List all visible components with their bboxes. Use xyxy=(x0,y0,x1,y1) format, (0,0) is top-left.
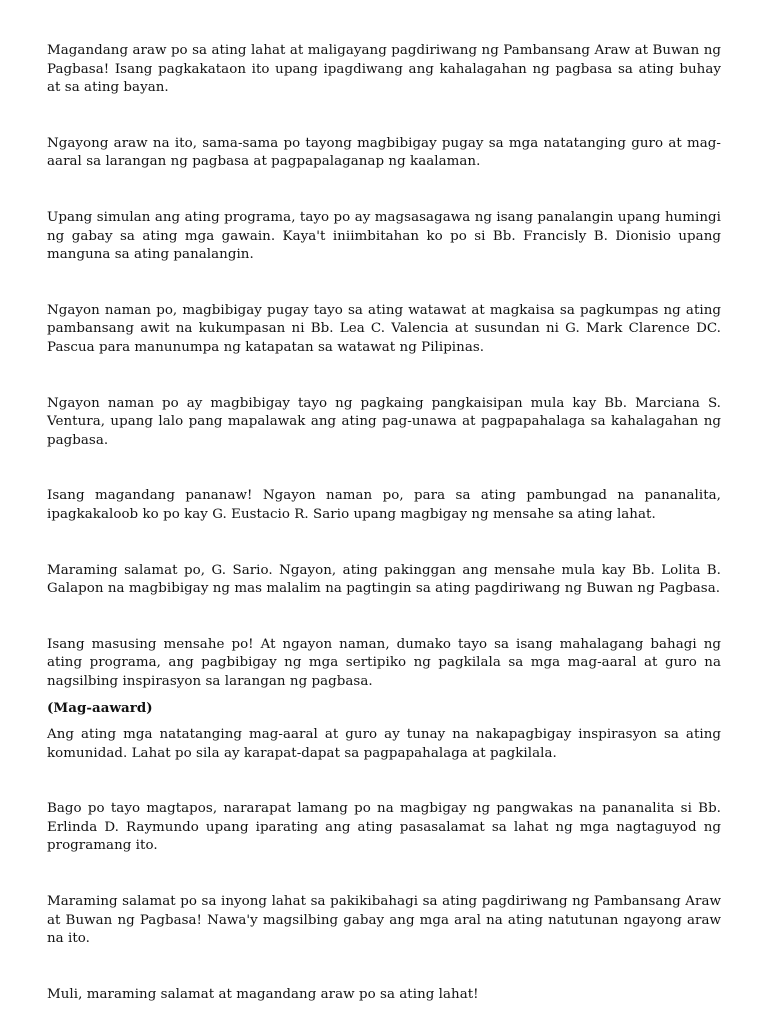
paragraph-closing-remarks: Bago po tayo magtapos, nararapat lamang po na magbigay ng pangwakas na pananalita si Bb. Erlinda D. Raymundo upang iparating ang ating pasasalamat sa lahat ng mga nagtaguyod ng programang ito. xyxy=(47,801,721,854)
paragraph-opening-remarks: Isang magandang pananaw! Ngayon naman po, para sa ating pambungad na pananalita, ipagkakaloob ko po kay G. Eustacio R. Sario upang magbigay ng mensahe sa ating lahat. xyxy=(47,488,721,522)
paragraph-food-for-thought: Ngayon naman po ay magbibigay tayo ng pagkaing pangkaisipan mula kay Bb. Marciana S. Ventura, upang lalo pang mapalawak ang ating pag-unawa at pagpapahalaga sa kahalagahan ng pagbasa. xyxy=(47,395,721,448)
paragraph-thanks: Maraming salamat po sa inyong lahat sa pakikibahagi sa ating pagdiriwang ng Pambansang Araw at Buwan ng Pagbasa! Nawa'y magsilbing gabay ang mga aral na ating natutunan ngayong araw na ito. xyxy=(47,894,721,947)
paragraph-farewell: Muli, maraming salamat at magandang araw po sa ating lahat! xyxy=(47,986,479,1002)
paragraph-prayer: Upang simulan ang ating programa, tayo po ay magsasagawa ng isang panalangin upang humingi ng gabay sa ating mga gawain. Kaya't iniimbitahan ko po si Bb. Francisly B. Dionisio upang manguna sa ating panalangin. xyxy=(47,209,721,263)
paragraph-awardees: Ang ating mga natatanging mag-aaral at guro ay tunay na nakapagbigay inspirasyon sa ating komunidad. Lahat po sila ay karapat-dapat sa pagpapahalaga at pagkilala. xyxy=(47,727,721,761)
paragraph-message: Maraming salamat po, G. Sario. Ngayon, ating pakinggan ang mensahe mula kay Bb. Lolita B. Galapon na magbibigay ng mas malalim na pagtingin sa ating pagdiriwang ng Buwan ng Pagbasa. xyxy=(47,562,721,597)
paragraph-certificates: Isang masusing mensahe po! At ngayon naman, dumako tayo sa isang mahalagang bahagi ng ating programa, ang pagbibigay ng mga sertipiko ng pagkilala sa mga mag-aaral at guro na nagsilbing inspirasyon sa larangan ng pagbasa. xyxy=(47,636,721,689)
document-body xyxy=(47,42,721,1004)
section-label-awarding: (Mag-aaward) xyxy=(47,700,153,717)
paragraph-opening-greeting: Magandang araw po sa ating lahat at maligayang pagdiriwang ng Pambansang Araw at Buwan ng Pagbasa! Isang pagkakataon ito upang ipagdiwang ang kahalagahan ng pagbasa sa ating buhay at sa ating bayan. xyxy=(47,43,721,96)
paragraph-national-anthem: Ngayon naman po, magbibigay pugay tayo sa ating watawat at magkaisa sa pagkumpas ng ating pambansang awit na kukumpasan ni Bb. Lea C. Valencia at susundan ni G. Mark Clarence DC. Pascua para manunumpa ng katapatan sa watawat ng Pilipinas. xyxy=(47,302,721,355)
paragraph-tribute: Ngayong araw na ito, sama-sama po tayong magbibigay pugay sa mga natatanging guro at mag-aaral sa larangan ng pagbasa at pagpapalaganap ng kaalaman. xyxy=(47,135,721,170)
